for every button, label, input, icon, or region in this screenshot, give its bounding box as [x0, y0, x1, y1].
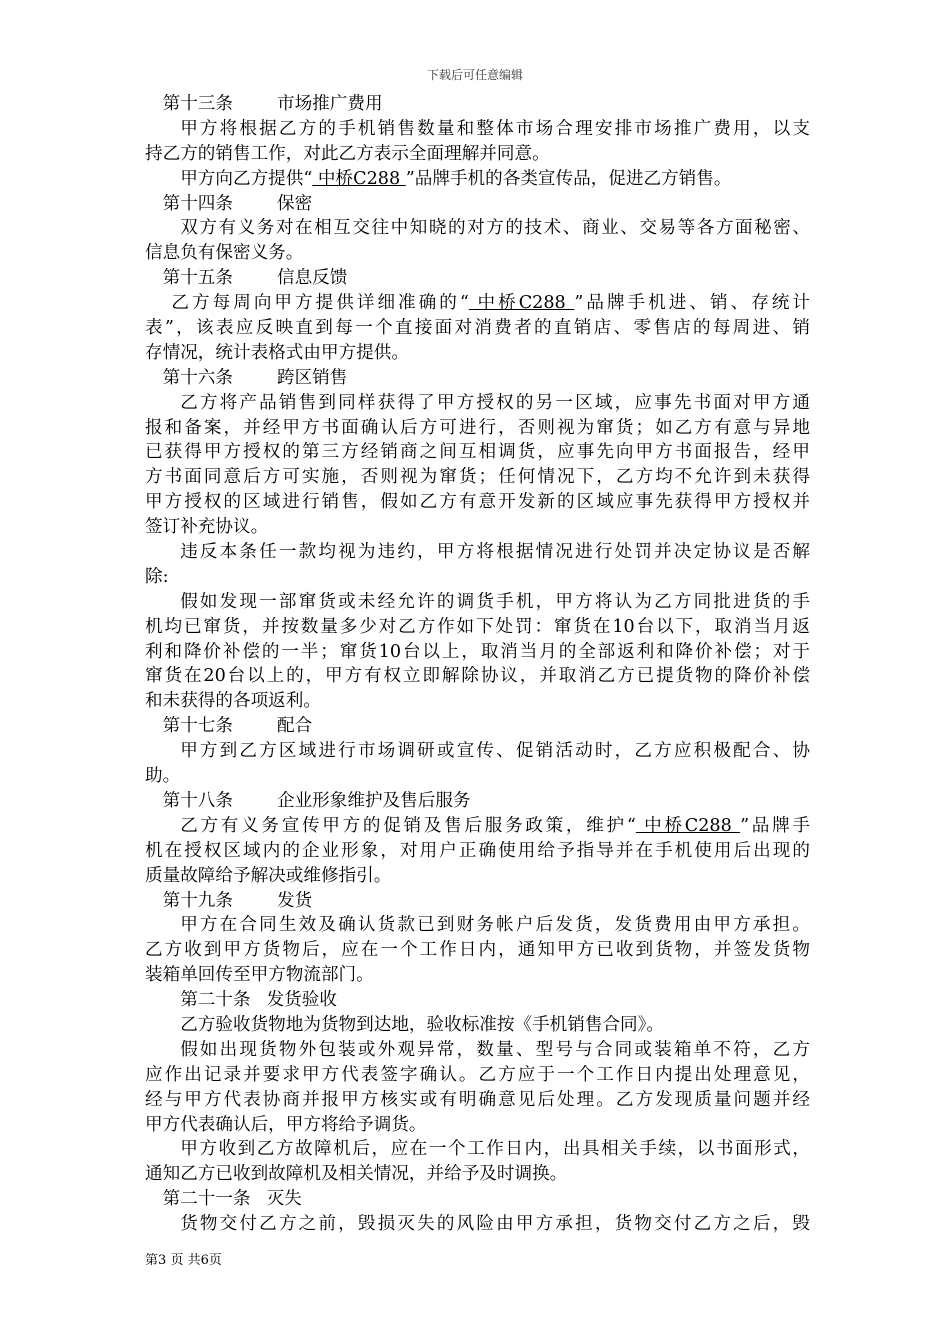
text-line — [145, 1137, 810, 1162]
text-run: 应作出记录并要求甲方代表签字确认。乙方应于一个工作日内提出处理意见， — [145, 1064, 810, 1085]
text-run: 经与甲方代表协商并报甲方核实或有明确意见后处理。乙方发现质量问题并经 — [145, 1089, 810, 1110]
text-run: 双方有义务对在相互交往中知晓的对方的技术、商业、交易等各方面秘密、 — [180, 218, 810, 239]
text-line — [145, 291, 810, 316]
text-line — [145, 938, 810, 963]
text-line — [145, 615, 810, 640]
document-body — [145, 92, 810, 1237]
text-run: 方书面同意后方可实施，否则视为窜货；任何情况下，乙方均不允许到未获得 — [145, 467, 810, 488]
text-run: 乙方每周向甲方提供详细准确的“ — [171, 293, 469, 314]
text-run: 质量故障给予解决或维修指引。 — [145, 865, 392, 886]
text-line — [145, 764, 810, 789]
text-run: 第十九条 — [162, 890, 233, 911]
text-line — [145, 1212, 810, 1237]
text-run: 灭失 — [266, 1189, 302, 1210]
text-line — [145, 241, 810, 266]
text-run: 第十六条 — [162, 367, 233, 388]
text-run: ”品牌手机进、销、存统计 — [574, 293, 810, 314]
text-line — [145, 92, 810, 117]
footer-suffix: 页 — [208, 1253, 222, 1268]
text-run: 信息负有保密义务。 — [145, 243, 304, 264]
brand-underline: 中桥C288 — [635, 815, 741, 836]
footer-prefix: 第 — [145, 1253, 159, 1268]
text-line — [145, 391, 810, 416]
text-line — [145, 1113, 810, 1138]
text-run: 机在授权区域内的企业形象，对用户正确使用给予指导并在手机使用后出现的 — [145, 840, 810, 861]
text-line — [145, 814, 810, 839]
text-line — [145, 216, 810, 241]
text-run: 发货验收 — [266, 990, 337, 1011]
text-line — [145, 963, 810, 988]
page-footer — [145, 1249, 222, 1268]
text-line — [145, 192, 810, 217]
text-run: 假如出现货物外包装或外观异常，数量、型号与合同或装箱单不符，乙方 — [180, 1039, 810, 1060]
text-run: 装箱单回传至甲方物流部门。 — [145, 965, 374, 986]
text-line — [145, 714, 810, 739]
footer-page-number: 3 — [158, 1253, 167, 1268]
text-line — [145, 988, 810, 1013]
text-line — [145, 117, 810, 142]
text-run: 配合 — [276, 716, 313, 737]
text-run: 假如发现一部窜货或未经允许的调货手机，甲方将认为乙方同批进货的手 — [180, 591, 810, 612]
text-line — [145, 490, 810, 515]
text-run: 助。 — [145, 766, 181, 787]
text-run: 机均已窜货，并按数量多少对乙方作如下处罚：窜货在10台以下，取消当月返 — [145, 616, 810, 637]
text-run: 甲方授权的区域进行销售，假如乙方有意开发新的区域应事先获得甲方授权并 — [145, 492, 810, 513]
text-run: 已获得甲方授权的第三方经销商之间互相调货，应事先向甲方书面报告，经甲 — [145, 442, 810, 463]
text-run: 乙方验收货物地为货物到达地，验收标准按《手机销售合同》。 — [180, 1014, 665, 1035]
text-run: 乙方将产品销售到同样获得了甲方授权的另一区域，应事先书面对甲方通 — [180, 392, 810, 413]
text-line — [145, 864, 810, 889]
text-line — [145, 1187, 810, 1212]
text-line — [145, 1013, 810, 1038]
text-run: 第十四条 — [162, 193, 233, 214]
text-line — [145, 440, 810, 465]
text-run: 信息反馈 — [276, 268, 348, 289]
text-line — [145, 889, 810, 914]
text-line — [145, 515, 810, 540]
text-run: 甲方向乙方提供“ — [180, 168, 313, 189]
text-line — [145, 689, 810, 714]
text-line — [145, 640, 810, 665]
text-line — [145, 266, 810, 291]
text-line — [145, 167, 810, 192]
text-run: 发货 — [276, 890, 313, 911]
text-run: 通知乙方已收到故障机及相关情况，并给予及时调换。 — [145, 1164, 568, 1185]
text-run: 签订补充协议。 — [145, 517, 269, 538]
text-line — [145, 839, 810, 864]
text-line — [145, 789, 810, 814]
text-run: 利和降价补偿的一半；窜货10台以上，取消当月的全部返利和降价补偿；对于 — [145, 641, 810, 662]
text-run: 甲方将根据乙方的手机销售数量和整体市场合理安排市场推广费用，以支 — [180, 118, 810, 139]
text-line — [145, 465, 810, 490]
text-line — [145, 664, 810, 689]
text-run: 货物交付乙方之前，毁损灭失的风险由甲方承担，货物交付乙方之后，毁 — [180, 1214, 810, 1235]
text-run: 第二十一条 — [162, 1189, 251, 1210]
text-line — [145, 316, 810, 341]
text-line — [145, 366, 810, 391]
text-run: 保密 — [276, 193, 313, 214]
text-run: 报和备案，并经甲方书面确认后方可进行，否则视为窜货；如乙方有意与异地 — [145, 417, 810, 438]
brand-underline: 中桥C288 — [468, 293, 575, 314]
text-run: 跨区销售 — [276, 367, 348, 388]
text-run: 违反本条任一款均视为违约，甲方将根据情况进行处罚并决定协议是否解 — [180, 542, 810, 563]
text-run: ”品牌手 — [740, 815, 810, 836]
footer-mid: 页 共 — [170, 1253, 201, 1268]
text-line — [145, 540, 810, 565]
text-run: 市场推广费用 — [276, 94, 383, 114]
text-run: 甲方代表确认后，甲方将给予调货。 — [145, 1114, 427, 1135]
text-line — [145, 142, 810, 167]
text-run: 第十三条 — [162, 94, 233, 114]
text-line — [145, 1038, 810, 1063]
text-run: 甲方到乙方区域进行市场调研或宣传、促销活动时，乙方应积极配合、协 — [180, 741, 810, 762]
text-run: 甲方在合同生效及确认货款已到财务帐户后发货，发货费用由甲方承担。 — [180, 915, 810, 936]
text-run: 存情况，统计表格式由甲方提供。 — [145, 342, 409, 363]
footer-page-total: 6 — [200, 1253, 209, 1268]
text-line — [145, 1088, 810, 1113]
text-line — [145, 565, 810, 590]
text-run: 甲方收到乙方故障机后，应在一个工作日内，出具相关手续，以书面形式， — [180, 1139, 810, 1160]
text-line — [145, 416, 810, 441]
text-run: 第十八条 — [162, 790, 233, 811]
text-line — [145, 1063, 810, 1088]
text-line — [145, 913, 810, 938]
text-run: 第十五条 — [162, 268, 233, 289]
text-run: 乙方有义务宣传甲方的促销及售后服务政策，维护“ — [180, 815, 636, 836]
text-run: 表”，该表应反映直到每一个直接面对消费者的直销店、零售店的每周进、销 — [145, 318, 810, 339]
text-line — [145, 590, 810, 615]
text-line — [145, 341, 810, 366]
page-header: 下载后可任意编辑 — [426, 68, 523, 82]
text-run: 除: — [145, 566, 169, 587]
text-run: ”品牌手机的各类宣传品，促进乙方销售。 — [405, 168, 732, 189]
text-line — [145, 739, 810, 764]
text-run: 持乙方的销售工作，对此乙方表示全面理解并同意。 — [145, 143, 550, 164]
text-run: 企业形象维护及售后服务 — [276, 790, 471, 811]
brand-underline: 中桥C288 — [312, 168, 406, 189]
text-run: 第二十条 — [180, 990, 251, 1011]
text-run: 窜货在20台以上的，甲方有权立即解除协议，并取消乙方已提货物的降价补偿 — [145, 666, 810, 687]
text-run: 乙方收到甲方货物后，应在一个工作日内，通知甲方已收到货物，并签发货物 — [145, 940, 810, 961]
text-run: 和未获得的各项返利。 — [145, 691, 321, 712]
text-run: 第十七条 — [162, 716, 233, 737]
text-line — [145, 1162, 810, 1187]
